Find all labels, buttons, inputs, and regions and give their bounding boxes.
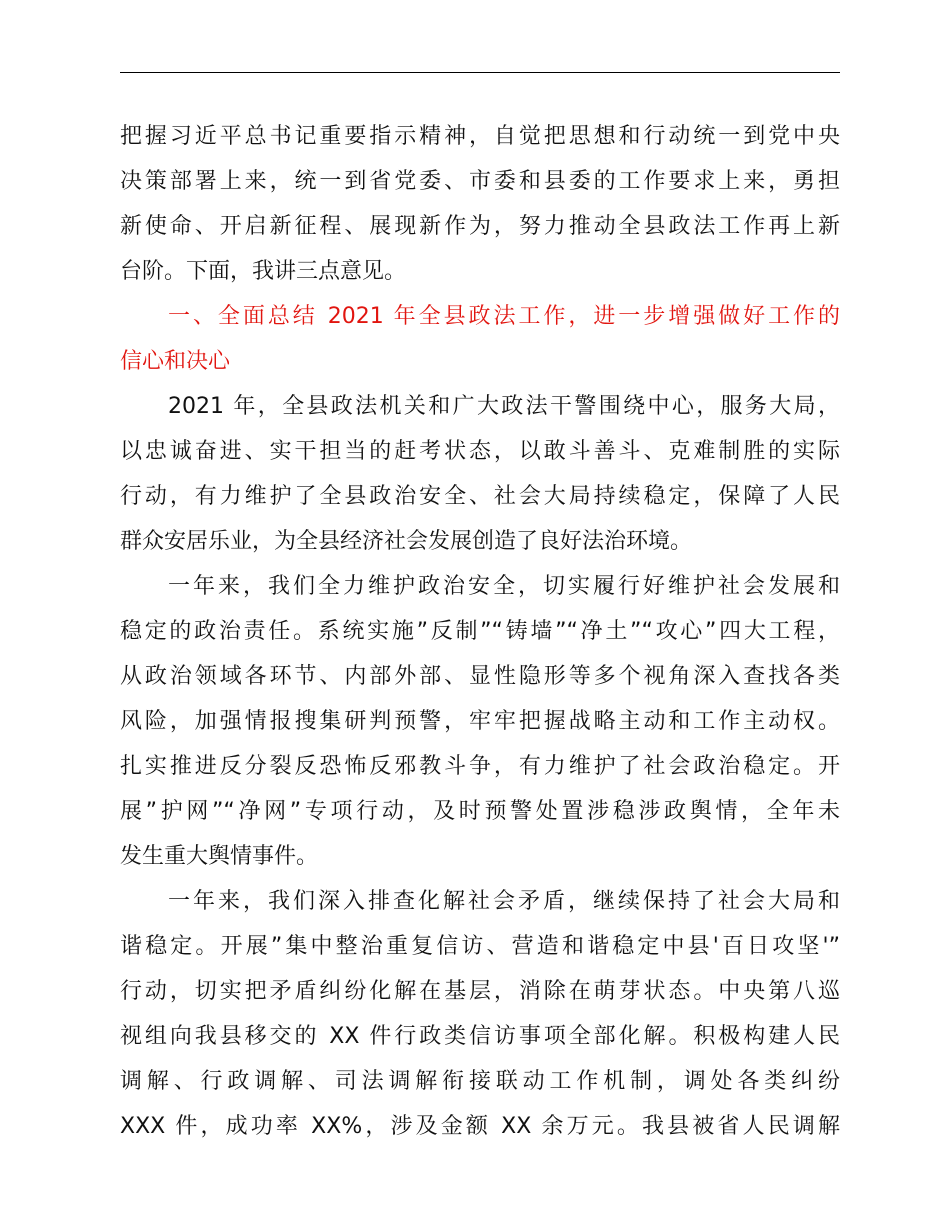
paragraph-line: 台阶。下面，我讲三点意见。 — [120, 259, 407, 284]
paragraph-line: 以忠诚奋进、实干担当的赶考状态，以敢斗善斗、克难制胜的实际 — [120, 439, 840, 464]
paragraph-line: 行动，切实把矛盾纠纷化解在基层，消除在萌芽状态。中央第八巡 — [120, 979, 840, 1004]
header-rule — [120, 72, 840, 73]
paragraph-line: 扎实推进反分裂反恐怖反邪教斗争，有力维护了社会政治稳定。开 — [120, 754, 840, 779]
section-heading-line: 一、全面总结 2021 年全县政法工作，进一步增强做好工作的 — [168, 304, 840, 329]
paragraph-line: 展”护网”“净网”专项行动，及时预警处置涉稳涉政舆情，全年未 — [120, 799, 840, 824]
paragraph-line: 行动，有力维护了全县政治安全、社会大局持续稳定，保障了人民 — [120, 484, 840, 509]
paragraph-line: 谐稳定。开展”集中整治重复信访、营造和谐稳定中县'百日攻坚'” — [120, 934, 840, 959]
paragraph-line: 新使命、开启新征程、展现新作为，努力推动全县政法工作再上新 — [120, 214, 840, 239]
paragraph-line: 群众安居乐业，为全县经济社会发展创造了良好法治环境。 — [120, 529, 693, 554]
section-heading-line: 信心和决心 — [120, 349, 231, 374]
paragraph-line: 把握习近平总书记重要指示精神，自觉把思想和行动统一到党中央 — [120, 124, 840, 149]
paragraph-line: 2021 年，全县政法机关和广大政法干警围绕中心，服务大局， — [168, 394, 840, 419]
paragraph-line: 一年来，我们全力维护政治安全，切实履行好维护社会发展和 — [168, 574, 840, 599]
paragraph-line: 风险，加强情报搜集研判预警，牢牢把握战略主动和工作主动权。 — [120, 709, 840, 734]
paragraph-line: 稳定的政治责任。系统实施”反制”“铸墙”“净土”“攻心”四大工程， — [120, 619, 840, 644]
paragraph-line: XXX 件，成功率 XX%，涉及金额 XX 余万元。我县被省人民调解 — [120, 1114, 840, 1139]
document-body — [120, 114, 840, 1149]
paragraph-line: 视组向我县移交的 XX 件行政类信访事项全部化解。积极构建人民 — [120, 1024, 840, 1049]
paragraph-line: 决策部署上来，统一到省党委、市委和县委的工作要求上来，勇担 — [120, 169, 840, 194]
paragraph-line: 调解、行政调解、司法调解衔接联动工作机制，调处各类纠纷 — [120, 1069, 840, 1094]
paragraph-line: 一年来，我们深入排查化解社会矛盾，继续保持了社会大局和 — [168, 889, 840, 914]
paragraph-line: 发生重大舆情事件。 — [120, 844, 319, 869]
paragraph-line: 从政治领域各环节、内部外部、显性隐形等多个视角深入查找各类 — [120, 664, 840, 689]
